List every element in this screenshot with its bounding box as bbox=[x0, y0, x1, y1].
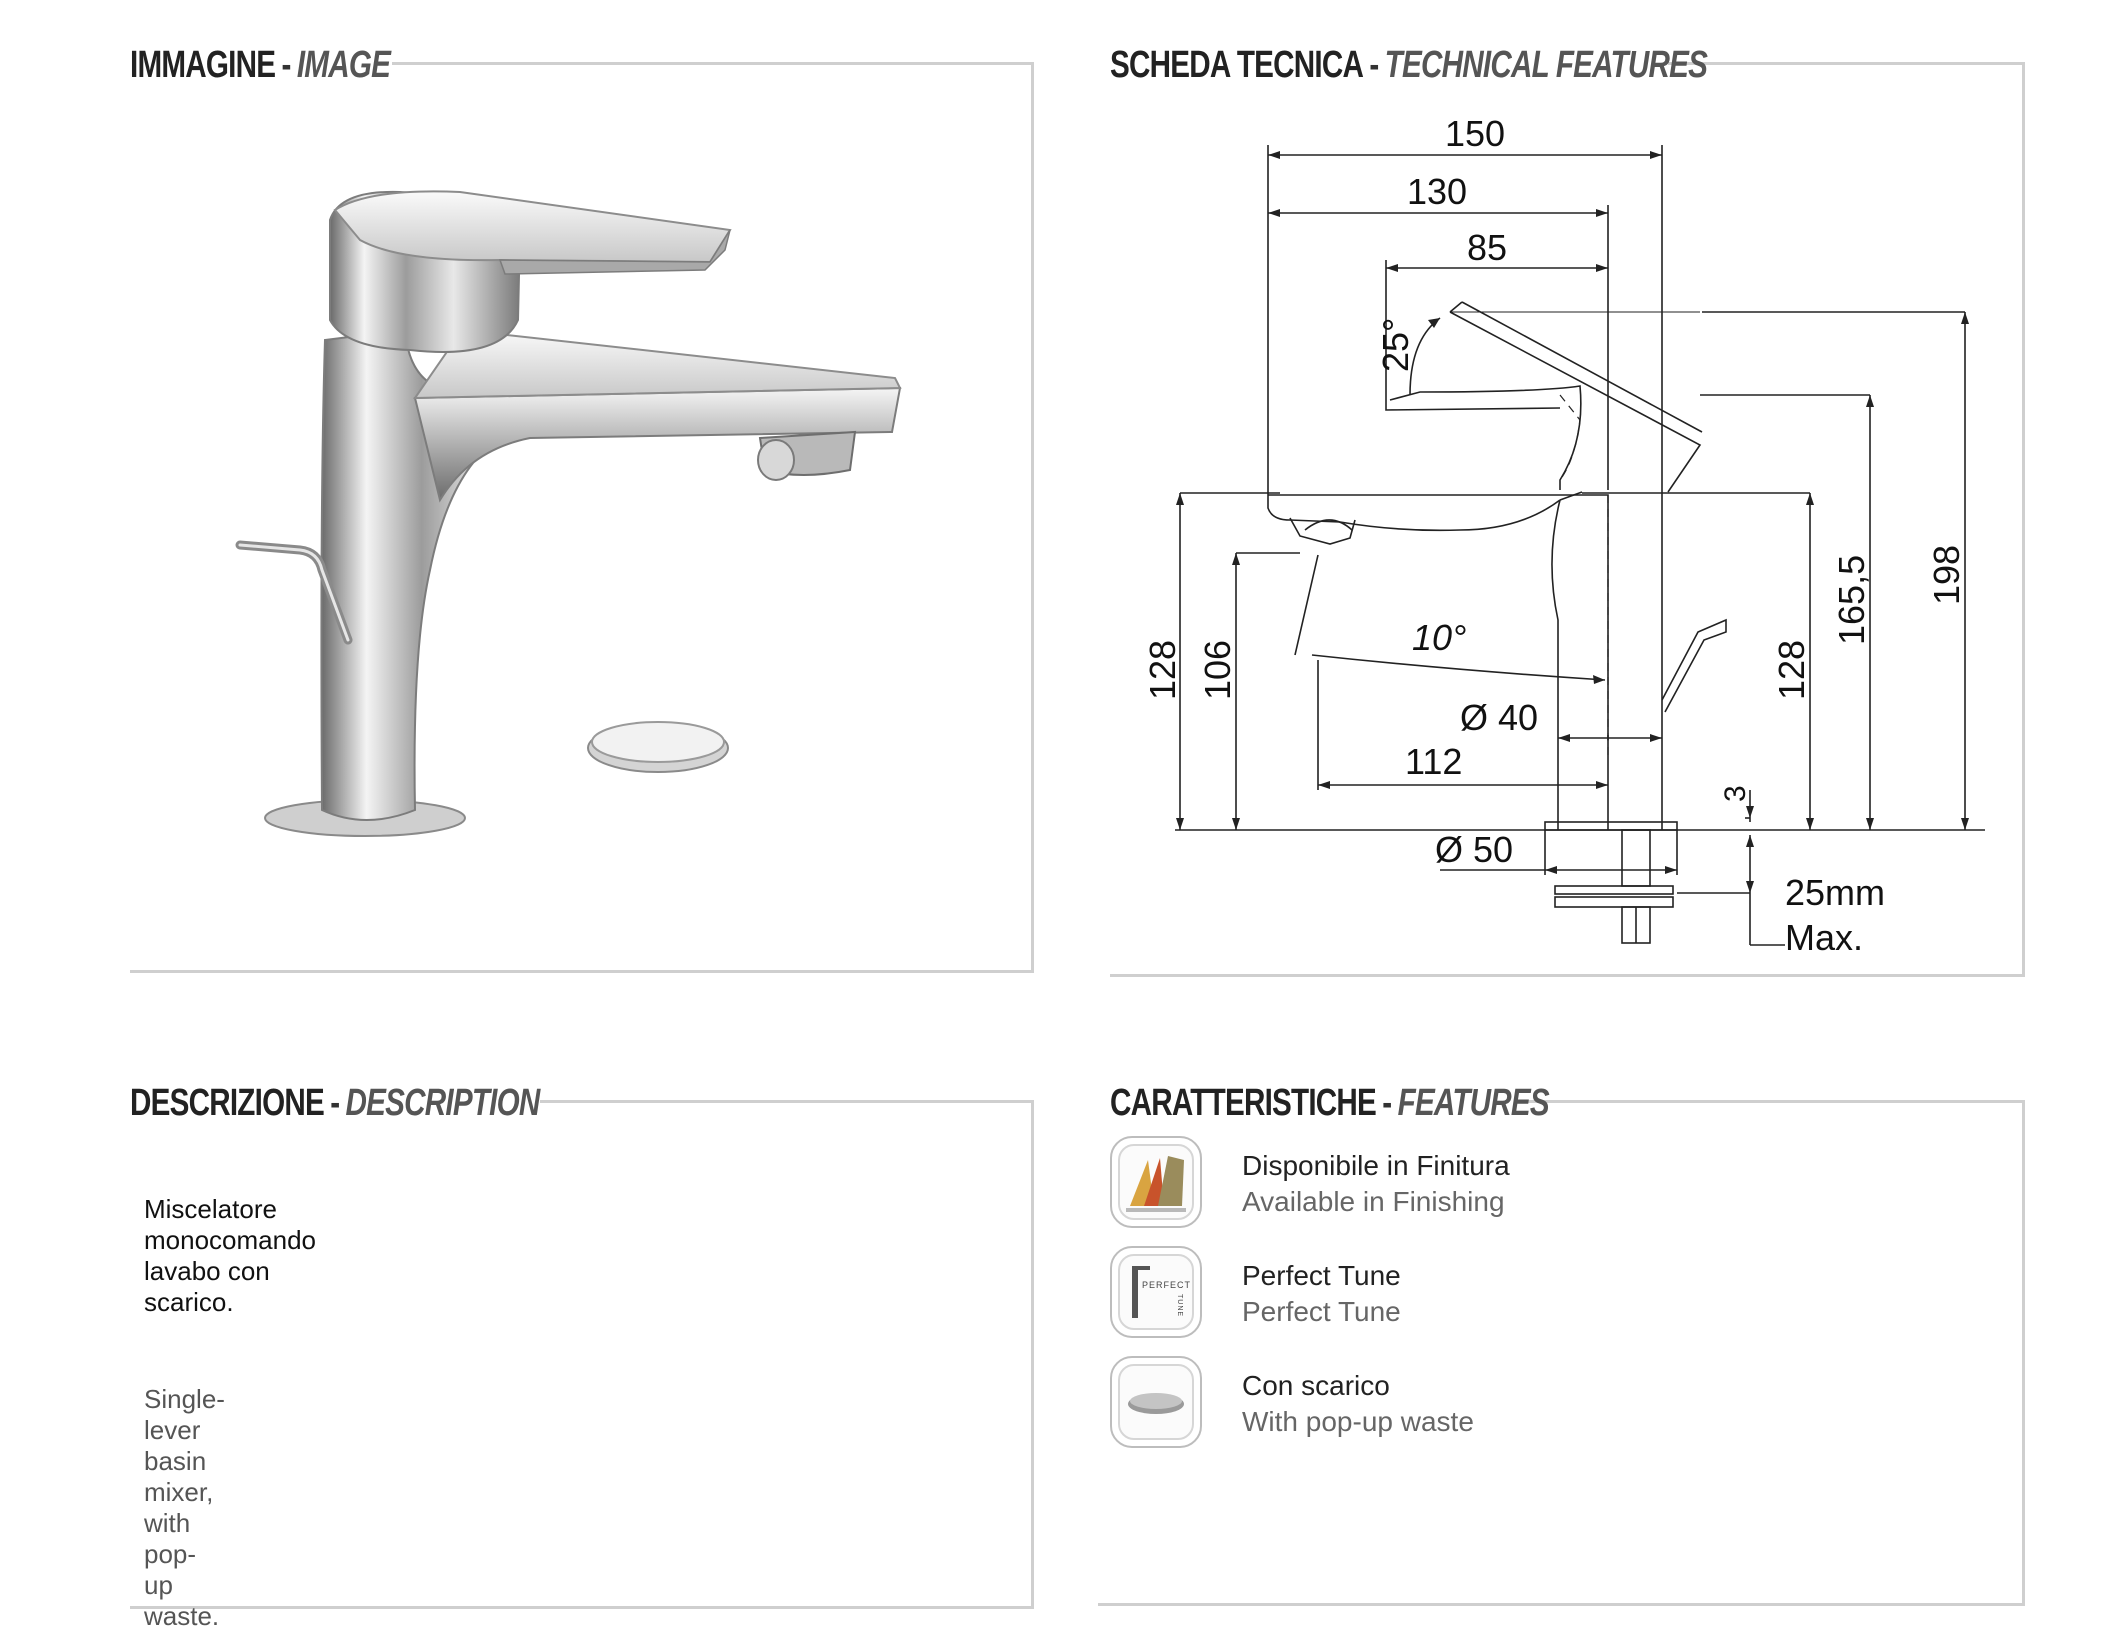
angle-10: 10° bbox=[1412, 617, 1467, 658]
heading-english: DESCRIPTION bbox=[345, 1082, 540, 1124]
feature-label-en: Available in Finishing bbox=[1242, 1186, 1505, 1217]
dim-130: 130 bbox=[1406, 171, 1468, 212]
heading-english: IMAGE bbox=[296, 44, 391, 86]
heading-italian: DESCRIZIONE bbox=[130, 1082, 324, 1124]
dim-3: 3 bbox=[1719, 785, 1752, 802]
feature-item-pop-up-waste bbox=[1110, 1356, 1670, 1452]
feature-item-finishing bbox=[1110, 1136, 1670, 1232]
heading-separator: - bbox=[281, 44, 291, 86]
feature-item-perfect-tune bbox=[1110, 1246, 1670, 1342]
perfect-tune-icon-text-a: PERFECT bbox=[1142, 1280, 1192, 1290]
heading-english: FEATURES bbox=[1397, 1082, 1549, 1124]
dim-85: 85 bbox=[1466, 227, 1508, 268]
description-english: Single-lever basin mixer, with pop-up waste. bbox=[144, 1384, 225, 1631]
perfect-tune-icon-text-b: TUNE bbox=[1176, 1294, 1183, 1318]
max-label-line1: 25mm bbox=[1785, 872, 1886, 913]
feature-label-it: Con scarico bbox=[1242, 1370, 1390, 1401]
max-label-line2: Max. bbox=[1785, 917, 1864, 958]
feature-label-en: With pop-up waste bbox=[1242, 1406, 1474, 1437]
heading-italian: SCHEDA TECNICA bbox=[1110, 44, 1364, 86]
dim-128-right: 128 bbox=[1771, 639, 1812, 700]
dim-112: 112 bbox=[1405, 741, 1463, 782]
heading-italian: CARATTERISTICHE bbox=[1110, 1082, 1377, 1124]
perfect-tune-icon bbox=[1110, 1246, 1202, 1338]
heading-separator: - bbox=[1369, 44, 1379, 86]
dim-165-5: 165,5 bbox=[1831, 554, 1872, 645]
dim-150: 150 bbox=[1444, 113, 1506, 154]
heading-english: TECHNICAL FEATURES bbox=[1384, 44, 1708, 86]
dim-106: 106 bbox=[1197, 639, 1238, 700]
heading-separator: - bbox=[330, 1082, 340, 1124]
feature-label-it: Disponibile in Finitura bbox=[1242, 1150, 1510, 1181]
dim-198: 198 bbox=[1926, 544, 1967, 605]
angle-25: 25° bbox=[1375, 317, 1416, 372]
finishes-swatch-icon bbox=[1110, 1136, 1202, 1228]
heading-italian: IMMAGINE bbox=[130, 44, 276, 86]
pop-up-waste-icon bbox=[1110, 1356, 1202, 1448]
dim-128-left: 128 bbox=[1142, 639, 1183, 700]
heading-separator: - bbox=[1382, 1082, 1392, 1124]
description-frame bbox=[130, 1100, 1034, 1609]
dim-dia-50: Ø 50 bbox=[1435, 829, 1514, 870]
feature-label-it: Perfect Tune bbox=[1242, 1260, 1401, 1291]
dim-dia-40: Ø 40 bbox=[1460, 697, 1539, 738]
description-heading bbox=[130, 1082, 540, 1125]
description-italian: Miscelatore monocomando lavabo con scarico. bbox=[144, 1194, 316, 1317]
feature-label-en: Perfect Tune bbox=[1242, 1296, 1401, 1327]
features-heading bbox=[1110, 1082, 1549, 1125]
